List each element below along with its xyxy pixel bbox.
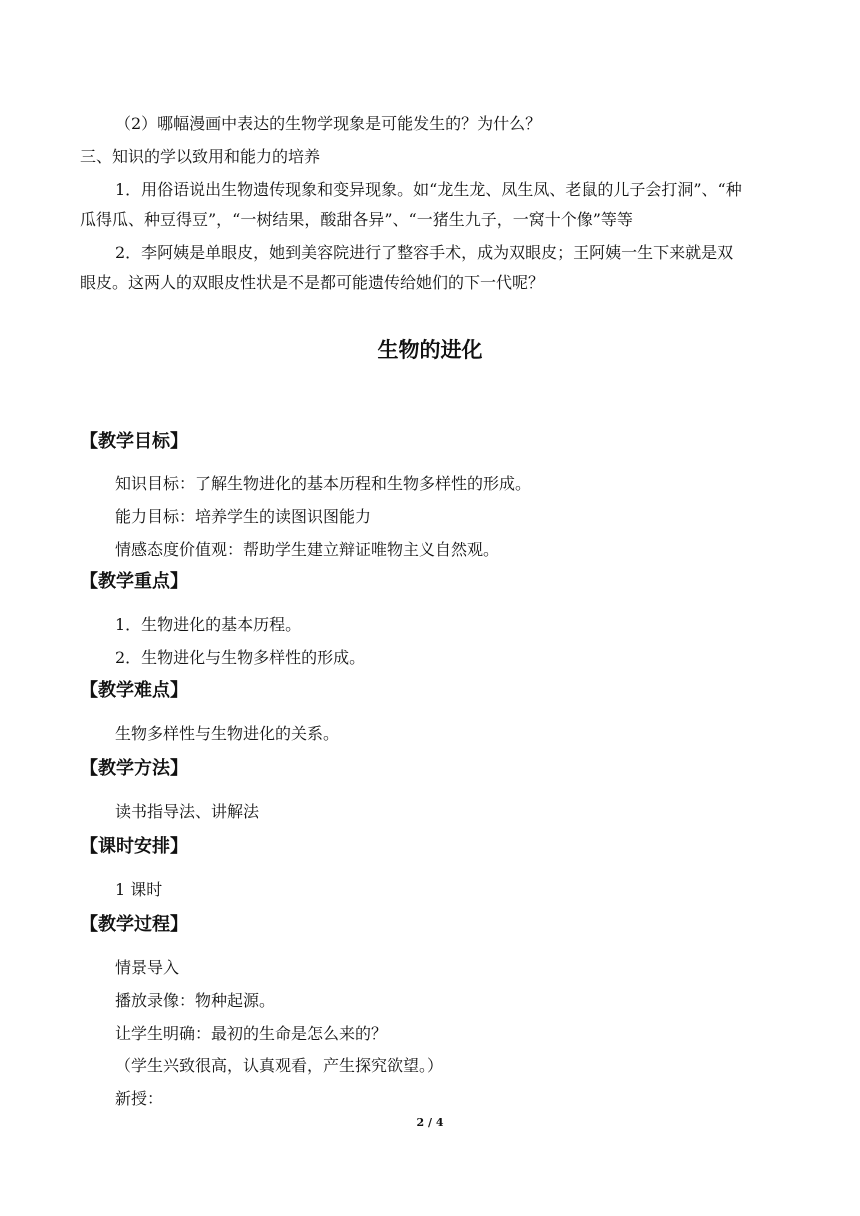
difficulty-1: 生物多样性与生物进化的关系。 <box>115 724 340 743</box>
process-line-4: （学生兴致很高，认真观看，产生探究欲望。） <box>115 1056 444 1075</box>
method-1: 读书指导法、讲解法 <box>115 802 260 821</box>
item-2-line-2: 眼皮。这两人的双眼皮性状是不是都可能遗传给她们的下一代呢？ <box>80 273 545 292</box>
schedule-1: 1 课时 <box>115 880 163 899</box>
schedule-heading: 【课时安排】 <box>80 836 188 857</box>
section-3-heading: 三、知识的学以致用和能力的培养 <box>80 147 321 166</box>
objective-values: 情感态度价值观：帮助学生建立辩证唯物主义自然观。 <box>115 540 500 559</box>
key-point-2: 2．生物进化与生物多样性的形成。 <box>115 648 366 667</box>
process-line-1: 情景导入 <box>115 958 180 977</box>
objectives-heading: 【教学目标】 <box>80 431 188 452</box>
question-2: （2）哪幅漫画中表达的生物学现象是可能发生的？为什么？ <box>115 114 542 133</box>
item-2-line-1: 2．李阿姨是单眼皮，她到美容院进行了整容手术，成为双眼皮；王阿姨一生下来就是双 <box>115 243 734 262</box>
lesson-title: 生物的进化 <box>377 338 483 362</box>
item-1-line-1: 1．用俗语说出生物遗传现象和变异现象。如“龙生龙、凤生凤、老鼠的儿子会打洞”、“种 <box>115 180 742 199</box>
key-point-1: 1．生物进化的基本历程。 <box>115 615 302 634</box>
objective-ability: 能力目标：培养学生的读图识图能力 <box>115 507 372 526</box>
process-line-2: 播放录像：物种起源。 <box>115 991 276 1010</box>
methods-heading: 【教学方法】 <box>80 758 188 779</box>
process-line-5: 新授： <box>115 1089 164 1108</box>
process-heading: 【教学过程】 <box>80 914 188 935</box>
item-1-line-2: 瓜得瓜、种豆得豆”，“一树结果，酸甜各异”、“一猪生九子，一窝十个像”等等 <box>80 210 633 229</box>
page-number: 2 / 4 <box>416 1116 444 1129</box>
objective-knowledge: 知识目标：了解生物进化的基本历程和生物多样性的形成。 <box>115 474 532 493</box>
key-points-heading: 【教学重点】 <box>80 571 188 592</box>
difficulties-heading: 【教学难点】 <box>80 680 188 701</box>
process-line-3: 让学生明确：最初的生命是怎么来的？ <box>115 1024 388 1043</box>
